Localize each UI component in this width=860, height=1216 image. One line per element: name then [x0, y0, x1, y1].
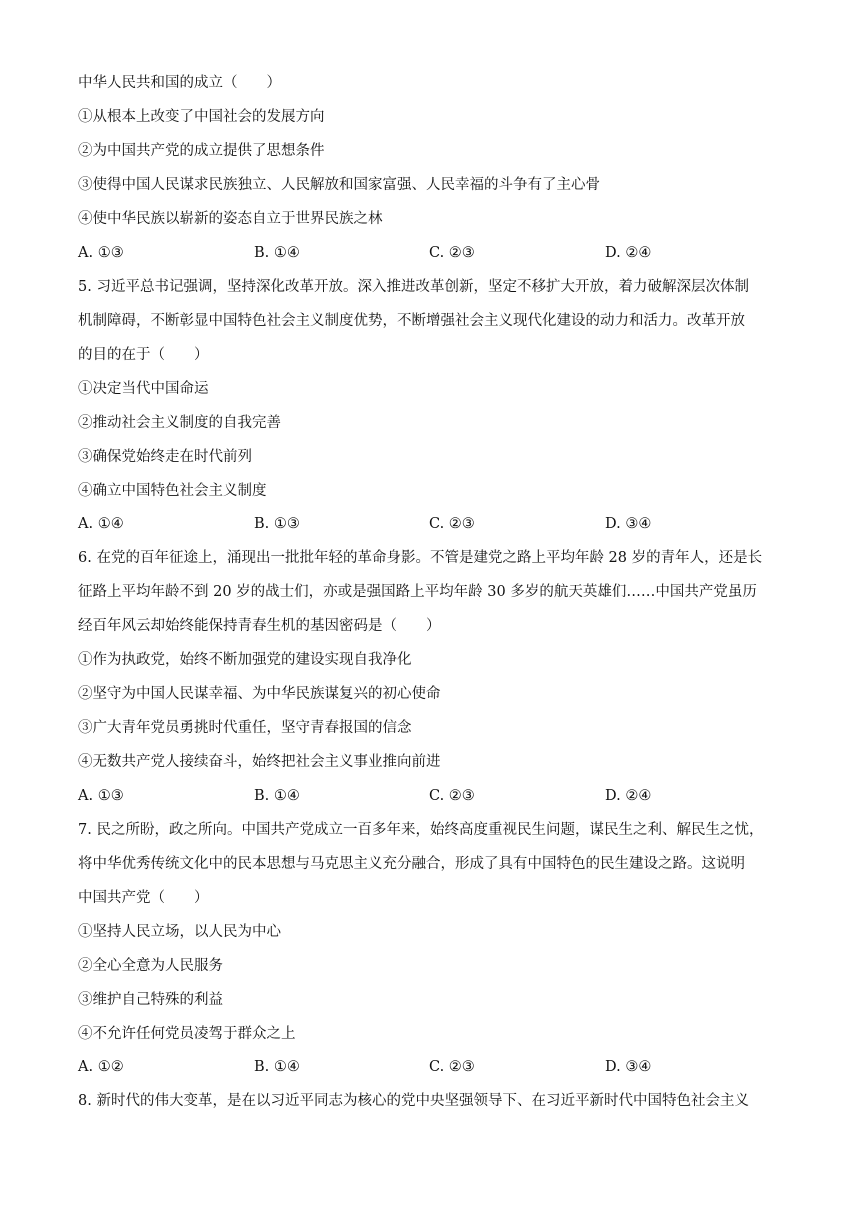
answer-options	[78, 514, 788, 534]
answer-options	[78, 243, 788, 263]
question-item: ①作为执政党，始终不断加强党的建设实现自我净化	[78, 652, 412, 668]
option-c: C. ②③	[429, 245, 475, 261]
option-d: D. ③④	[605, 1059, 652, 1075]
option-d: D. ③④	[605, 516, 652, 532]
question-item: ①决定当代中国命运	[78, 381, 209, 397]
answer-options	[78, 1057, 788, 1077]
question-stem: 经百年风云却始终能保持青春生机的基因密码是（ ）	[78, 618, 441, 634]
option-c: C. ②③	[429, 788, 475, 804]
question-stem: 机制障碍，不断彰显中国特色社会主义制度优势，不断增强社会主义现代化建设的动力和活力。改革开放	[78, 313, 745, 329]
question-item: ④不允许任何党员凌驾于群众之上	[78, 1026, 296, 1042]
question-item: ③确保党始终走在时代前列	[78, 449, 252, 465]
question-stem: 7. 民之所盼，政之所向。中国共产党成立一百多年来，始终高度重视民生问题，谋民生之利、解民生之忧，	[78, 822, 764, 838]
question-item: ①从根本上改变了中国社会的发展方向	[78, 109, 325, 125]
option-a: A. ①④	[78, 516, 124, 532]
option-c: C. ②③	[429, 1059, 475, 1075]
option-b: B. ①④	[254, 1059, 300, 1075]
question-item: ②推动社会主义制度的自我完善	[78, 415, 281, 431]
option-d: D. ②④	[605, 245, 652, 261]
question-stem: 5. 习近平总书记强调，坚持深化改革开放。深入推进改革创新，坚定不移扩大开放，着力破解深层次体制	[78, 279, 749, 295]
question-item: ④使中华民族以崭新的姿态自立于世界民族之林	[78, 211, 383, 227]
question-stem: 征路上平均年龄不到 20 岁的战士们，亦或是强国路上平均年龄 30 多岁的航天英雄们……中国共产党虽历	[78, 584, 757, 600]
question-stem: 中华人民共和国的成立（ ）	[78, 75, 281, 91]
question-stem: 8. 新时代的伟大变革，是在以习近平同志为核心的党中央坚强领导下、在习近平新时代中国特色社会主义	[78, 1093, 749, 1109]
question-item: ④无数共产党人接续奋斗，始终把社会主义事业推向前进	[78, 754, 441, 770]
option-a: A. ①②	[78, 1059, 124, 1075]
question-stem: 将中华优秀传统文化中的民本思想与马克思主义充分融合，形成了具有中国特色的民生建设之路。这说明	[78, 856, 745, 872]
option-a: A. ①③	[78, 245, 124, 261]
option-c: C. ②③	[429, 516, 475, 532]
option-b: B. ①④	[254, 245, 300, 261]
option-d: D. ②④	[605, 788, 652, 804]
question-item: ④确立中国特色社会主义制度	[78, 483, 267, 499]
question-stem: 的目的在于（ ）	[78, 347, 209, 363]
question-item: ②为中国共产党的成立提供了思想条件	[78, 143, 325, 159]
question-item: ③维护自己特殊的利益	[78, 992, 223, 1008]
option-b: B. ①④	[254, 788, 300, 804]
question-item: ③使得中国人民谋求民族独立、人民解放和国家富强、人民幸福的斗争有了主心骨	[78, 177, 600, 193]
question-item: ③广大青年党员勇挑时代重任，坚守青春报国的信念	[78, 720, 412, 736]
question-stem: 中国共产党（ ）	[78, 890, 209, 906]
answer-options	[78, 786, 788, 806]
question-item: ②坚守为中国人民谋幸福、为中华民族谋复兴的初心使命	[78, 686, 441, 702]
question-item: ②全心全意为人民服务	[78, 958, 223, 974]
question-stem: 6. 在党的百年征途上，涌现出一批批年轻的革命身影。不管是建党之路上平均年龄 28 岁的青年人，还是长	[78, 550, 763, 566]
question-item: ①坚持人民立场，以人民为中心	[78, 924, 281, 940]
option-b: B. ①③	[254, 516, 300, 532]
option-a: A. ①③	[78, 788, 124, 804]
